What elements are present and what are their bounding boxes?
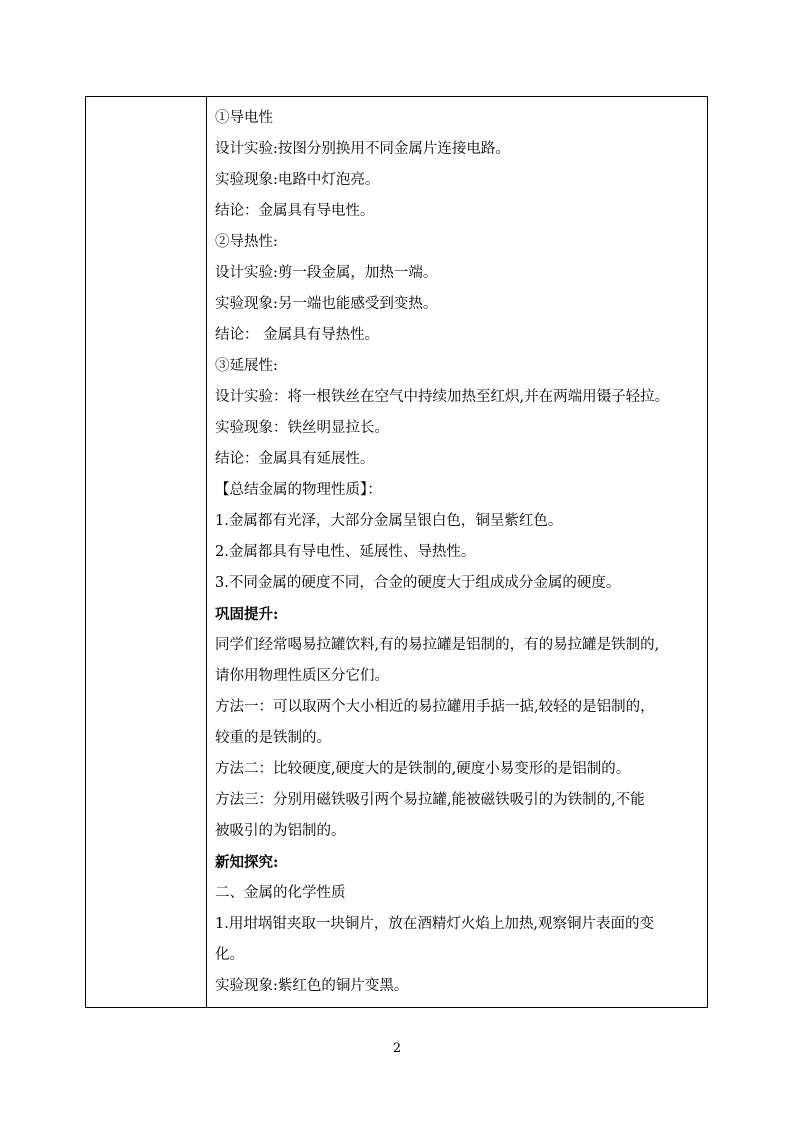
text-line: 请你用物理性质区分它们。 xyxy=(215,668,389,684)
text-line: 结论： 金属具有导热性。 xyxy=(215,327,380,343)
text-line: 二、金属的化学性质 xyxy=(215,885,346,901)
text-line: 方法二：比较硬度,硬度大的是铁制的,硬度小易变形的是铝制的。 xyxy=(215,761,631,777)
text-line: 设计实验：将一根铁丝在空气中持续加热至红炽,并在两端用镊子轻拉。 xyxy=(215,389,670,405)
text-line: 实验现象:另一端也能感受到变热。 xyxy=(215,296,438,312)
text-line: 结论：金属具有延展性。 xyxy=(215,451,375,467)
text-line: 同学们经常喝易拉罐饮料,有的易拉罐是铝制的，有的易拉罐是铁制的, xyxy=(215,637,660,653)
content-table xyxy=(85,96,708,1008)
text-line: 结论：金属具有导电性。 xyxy=(215,203,375,219)
text-line: 2.金属都具有导电性、延展性、导热性。 xyxy=(215,544,476,560)
table-left-cell xyxy=(86,97,207,1007)
text-line: 1.金属都有光泽，大部分金属呈银白色，铜呈紫红色。 xyxy=(215,513,563,529)
page-number: 2 xyxy=(392,1041,402,1056)
text-line: 【总结金属的物理性质】： xyxy=(215,482,382,498)
text-line: 设计实验:按图分别换用不同金属片连接电路。 xyxy=(215,141,510,157)
text-line: 方法三：分别用磁铁吸引两个易拉罐,能被磁铁吸引的为铁制的,不能 xyxy=(215,792,645,808)
text-line: 1.用坩埚钳夹取一块铜片，放在酒精灯火焰上加热,观察铜片表面的变 xyxy=(215,916,654,932)
text-line: ③延展性: xyxy=(215,358,278,374)
text-line: 方法一：可以取两个大小相近的易拉罐用手掂一掂,较轻的是铝制的， xyxy=(215,699,655,715)
text-line: 较重的是铁制的。 xyxy=(215,730,331,746)
text-line: 设计实验:剪一段金属，加热一端。 xyxy=(215,265,438,281)
section-heading: 新知探究: xyxy=(215,854,279,871)
table-content-cell xyxy=(207,97,707,1007)
text-line: 实验现象：铁丝明显拉长。 xyxy=(215,420,389,436)
text-line: ①导电性 xyxy=(215,110,273,126)
text-line: 化。 xyxy=(215,947,244,963)
text-line: 被吸引的为铝制的。 xyxy=(215,823,346,839)
text-line: 实验现象:电路中灯泡亮。 xyxy=(215,172,380,188)
section-heading: 巩固提升: xyxy=(215,606,279,623)
text-line: ②导热性: xyxy=(215,234,278,250)
text-line: 3.不同金属的硬度不同，合金的硬度大于组成成分金属的硬度。 xyxy=(215,575,621,591)
text-line: 实验现象:紫红色的铜片变黑。 xyxy=(215,978,409,994)
